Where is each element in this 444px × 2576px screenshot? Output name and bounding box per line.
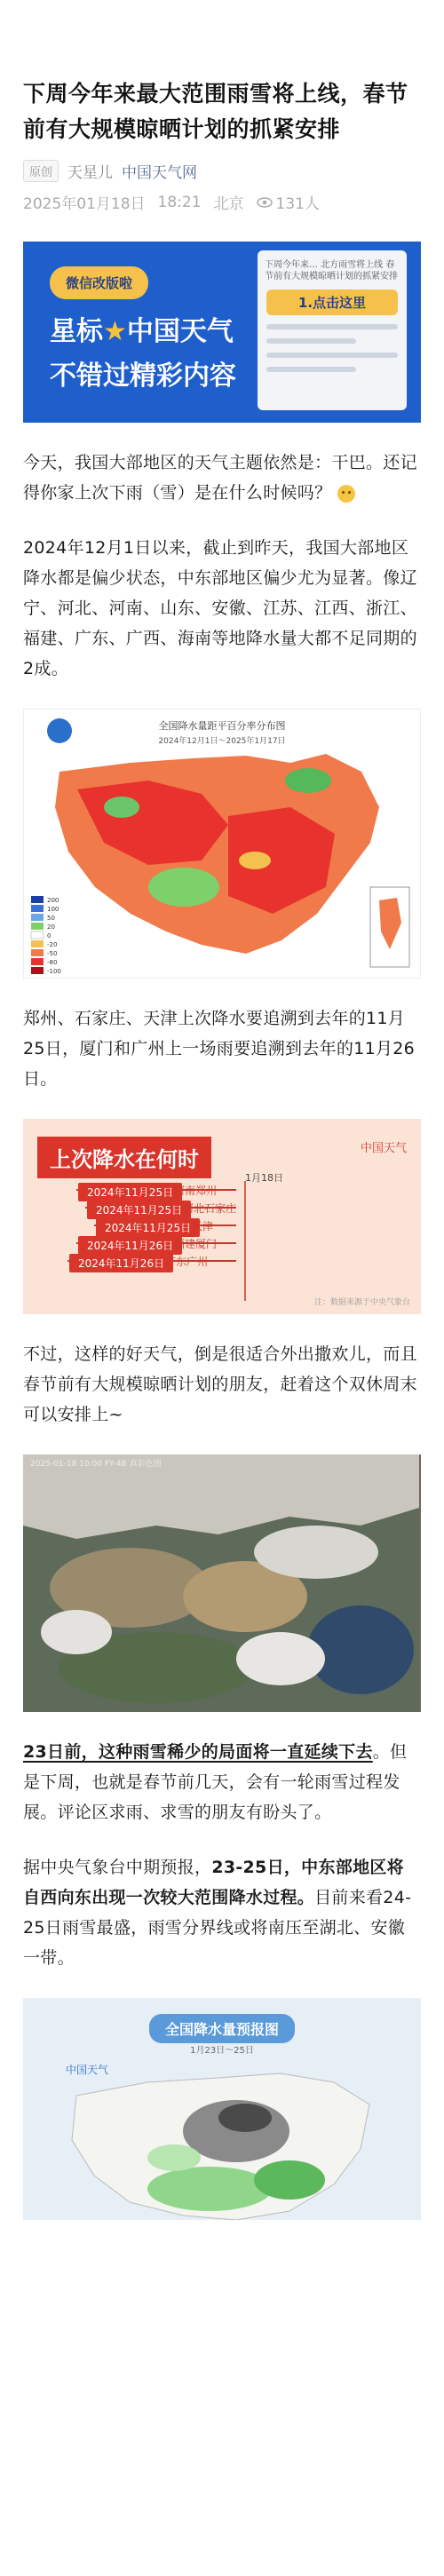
rain-date-pill: 2024年11月25日 (96, 1218, 200, 1237)
last-rain-timeline[interactable] (23, 1119, 421, 1314)
original-tag: 原创 (23, 160, 59, 182)
satellite-graphic (23, 1454, 419, 1712)
phone-line (266, 353, 398, 358)
article-meta (23, 160, 421, 182)
rain-figure-title: 上次降水在何时 (37, 1137, 211, 1178)
rain-date-pill: 2024年11月26日 (78, 1236, 182, 1255)
star-banner[interactable] (23, 242, 421, 423)
paragraph-1-text: 今天，我国大部地区的天气主题依然是：干巴。还记得你家上次下雨（雪）是在什么时候吗？ (23, 453, 417, 503)
paragraph-2: 2024年12月1日以来，截止到昨天，我国大部地区降水都是偏少状态，中东部地区偏少尤为显著。像辽宁、河北、河南、山东、安徽、江苏、江西、浙江、福建、广东、广西、海南等地降水量大都不足同期的2成。 (23, 538, 417, 678)
precipitation-forecast-map[interactable] (23, 1998, 421, 2220)
timeline-graphic (23, 1119, 419, 1314)
wet-region (104, 797, 139, 818)
rain-date-pill: 2024年11月25日 (87, 1201, 191, 1219)
forecast-map-logo: 中国天气 (66, 2064, 109, 2076)
legend-label: 200 (47, 897, 59, 904)
paragraph-5 (23, 1737, 421, 1827)
publish-location: 北京 (213, 195, 244, 213)
paragraph-5-text: 。但是下周，也就是春节前几天，会有一轮雨雪过程发展。评论区求雨、求雪的朋友有盼头了。 (23, 1742, 408, 1822)
rain-city: 河北石家庄 (183, 1202, 237, 1215)
banner-subheadline: 不错过精彩内容 (50, 361, 236, 392)
paragraph-6-lead: 据中央气象台中期预报， (23, 1858, 212, 1877)
cma-logo (47, 718, 72, 743)
legend-label: 20 (47, 923, 55, 931)
phone-text: 下周今年来… 北方雨雪将上线 春节前有大规模晾晒计划的抓紧安排 (265, 260, 398, 281)
banner-phone-illustration (258, 250, 407, 410)
map1-subtitle: 2024年12月1日～2025年1月17日 (158, 737, 286, 746)
paragraph-5-emphasis: 23日前，这种雨雪稀少的局面将一直延续下去 (23, 1742, 373, 1762)
rain-date-pill: 2024年11月25日 (78, 1183, 182, 1201)
publish-date: 2025年01月18日 (23, 195, 146, 213)
banner-headline-b: 中国天气 (126, 316, 234, 347)
rain-city: 广东广州 (165, 1256, 209, 1268)
rain-city: 河南郑州 (174, 1185, 218, 1197)
eye-icon (257, 197, 273, 208)
mid-region (239, 852, 271, 869)
rain-figure-note: 注：数据来源于中央气象台 (313, 1298, 410, 1307)
forecast-map-title: 全国降水量预报图 (149, 2014, 295, 2043)
legend-label: 100 (47, 906, 59, 913)
view-count (257, 191, 320, 213)
phone-line (266, 338, 356, 344)
anomaly-map-graphic (24, 709, 420, 979)
banner-headline-a: 星标 (50, 316, 103, 347)
legend-label: 0 (47, 932, 52, 939)
banner-pill: 微信改版啦 (50, 266, 148, 299)
paragraph-3: 郑州、石家庄、天津上次降水要追溯到去年的11月25日，厦门和广州上一场雨要追溯到去年的11月26日。 (23, 1009, 416, 1089)
paragraph-1 (23, 448, 421, 508)
author-name[interactable]: 天星儿 (67, 164, 114, 182)
rain-city: 天津 (192, 1220, 214, 1233)
map1-title: 全国降水量距平百分率分布图 (158, 720, 286, 732)
wet-region (285, 768, 331, 793)
legend-label: -20 (47, 941, 58, 948)
rain-city: 福建厦门 (174, 1238, 218, 1250)
satellite-image[interactable] (23, 1454, 421, 1712)
view-count-value: 131人 (275, 195, 320, 213)
paragraph-4: 不过，这样的好天气，倒是很适合外出撒欢儿，而且春节前有大规模晾晒计划的朋友，赶着这个双休周末可以安排上~ (23, 1344, 417, 1424)
emoji-icon (337, 485, 355, 503)
article-meta-secondary (23, 191, 421, 213)
legend-label: -100 (47, 968, 61, 975)
precipitation-anomaly-map[interactable] (23, 709, 421, 979)
phone-line (266, 367, 356, 372)
phone-pill: 1.点击这里 (266, 289, 398, 315)
legend-label: -80 (47, 959, 58, 966)
paragraph-6-text: 目前来看24-25日雨雪最盛，雨雪分界线或将南压至湖北、安徽一带。 (23, 1888, 412, 1968)
banner-headline (50, 309, 234, 348)
wet-region (148, 868, 219, 907)
rain-figure-logo: 中国天气 (360, 1142, 407, 1155)
forecast-map-subtitle: 1月23日～25日 (190, 2046, 254, 2056)
publish-time: 18:21 (157, 193, 202, 211)
legend-label: 50 (47, 915, 55, 922)
legend-label: -50 (47, 950, 58, 957)
phone-line (266, 324, 398, 329)
timeline-today: 1月18日 (245, 1172, 283, 1184)
source-link[interactable]: 中国天气网 (122, 164, 198, 182)
article-title: 下周今年来最大范围雨雪将上线，春节前有大规模晾晒计划的抓紧安排 (23, 81, 408, 142)
star-icon: ★ (103, 316, 127, 347)
rain-date-pill: 2024年11月26日 (69, 1254, 173, 1272)
paragraph-6-emphasis: 23-25日，中东部地区将自西向东出现一次较大范围降水过程。 (23, 1858, 404, 1907)
paragraph-6 (23, 1852, 421, 1973)
satellite-stamp: 2025-01-18 10:00 FY-4B 真彩色图 (30, 1460, 162, 1469)
